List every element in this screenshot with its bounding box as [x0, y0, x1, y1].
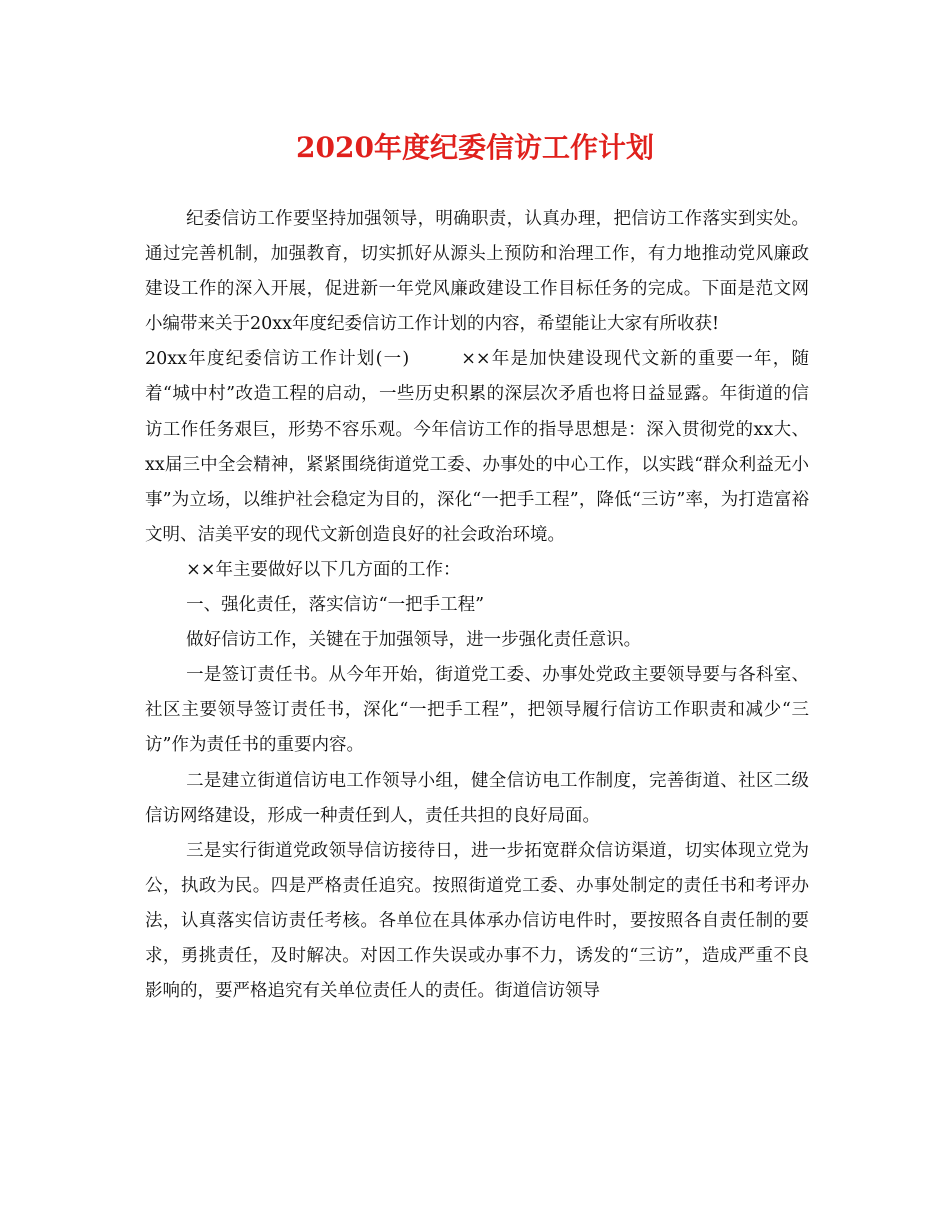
section-body: ××年是加快建设现代文新的重要一年，随着“城中村”改造工程的启动，一些历史积累的深层次矛盾也将日益显露。年街道的信访工作任务艰巨，形势不容乐观。今年信访工作的指导思想是：深入贯彻党的xx大、xx届三中全会精神，紧紧围绕街道党工委、办事处的中心工作，以实践“群众利益无小事”为立场，以维护社会稳定为目的，深化“一把手工程”，降低“三访”率，为打造富裕文明、洁美平安的现代文新创造良好的社会政治环境。 [145, 349, 809, 545]
body-paragraph: 做好信访工作，关键在于加强领导，进一步强化责任意识。 [186, 630, 642, 651]
body-paragraph: 一是签订责任书。从今年开始，街道党工委、办事处党政主要领导要与各科室、社区主要领导签订责任书，深化“一把手工程”，把领导履行信访工作职责和减少“三访”作为责任书的重要内容。 [145, 665, 809, 756]
section-heading: 20xx年度纪委信访工作计划(一) [145, 349, 410, 370]
section-paragraph [145, 342, 809, 553]
body-paragraph: ××年主要做好以下几方面的工作： [186, 559, 461, 580]
document-body [145, 202, 809, 1009]
body-paragraph: 二是建立街道信访电工作领导小组，健全信访电工作制度，完善街道、社区二级信访网络建设，形成一种责任到人，责任共担的良好局面。 [145, 770, 809, 826]
section-subheading: 一、强化责任，落实信访“一把手工程” [186, 595, 485, 616]
body-paragraph: 三是实行街道党政领导信访接待日，进一步拓宽群众信访渠道，切实体现立党为公，执政为民。四是严格责任追究。按照街道党工委、办事处制定的责任书和考评办法，认真落实信访责任考核。各单位在具体承办信访电件时，要按照各自责任制的要求，勇挑责任，及时解决。对因工作失误或办事不力，诱发的“三访”，造成严重不良影响的，要严格追究有关单位责任人的责任。街道信访领导 [145, 840, 809, 1002]
document-title: 2020年度纪委信访工作计划 [296, 131, 654, 164]
intro-paragraph: 纪委信访工作要坚持加强领导，明确职责，认真办理，把信访工作落实到实处。通过完善机制，加强教育，切实抓好从源头上预防和治理工作，有力地推动党风廉政建设工作的深入开展，促进新一年党风廉政建设工作目标任务的完成。下面是范文网小编带来关于20xx年度纪委信访工作计划的内容，希望能让大家有所收获! [145, 209, 809, 335]
